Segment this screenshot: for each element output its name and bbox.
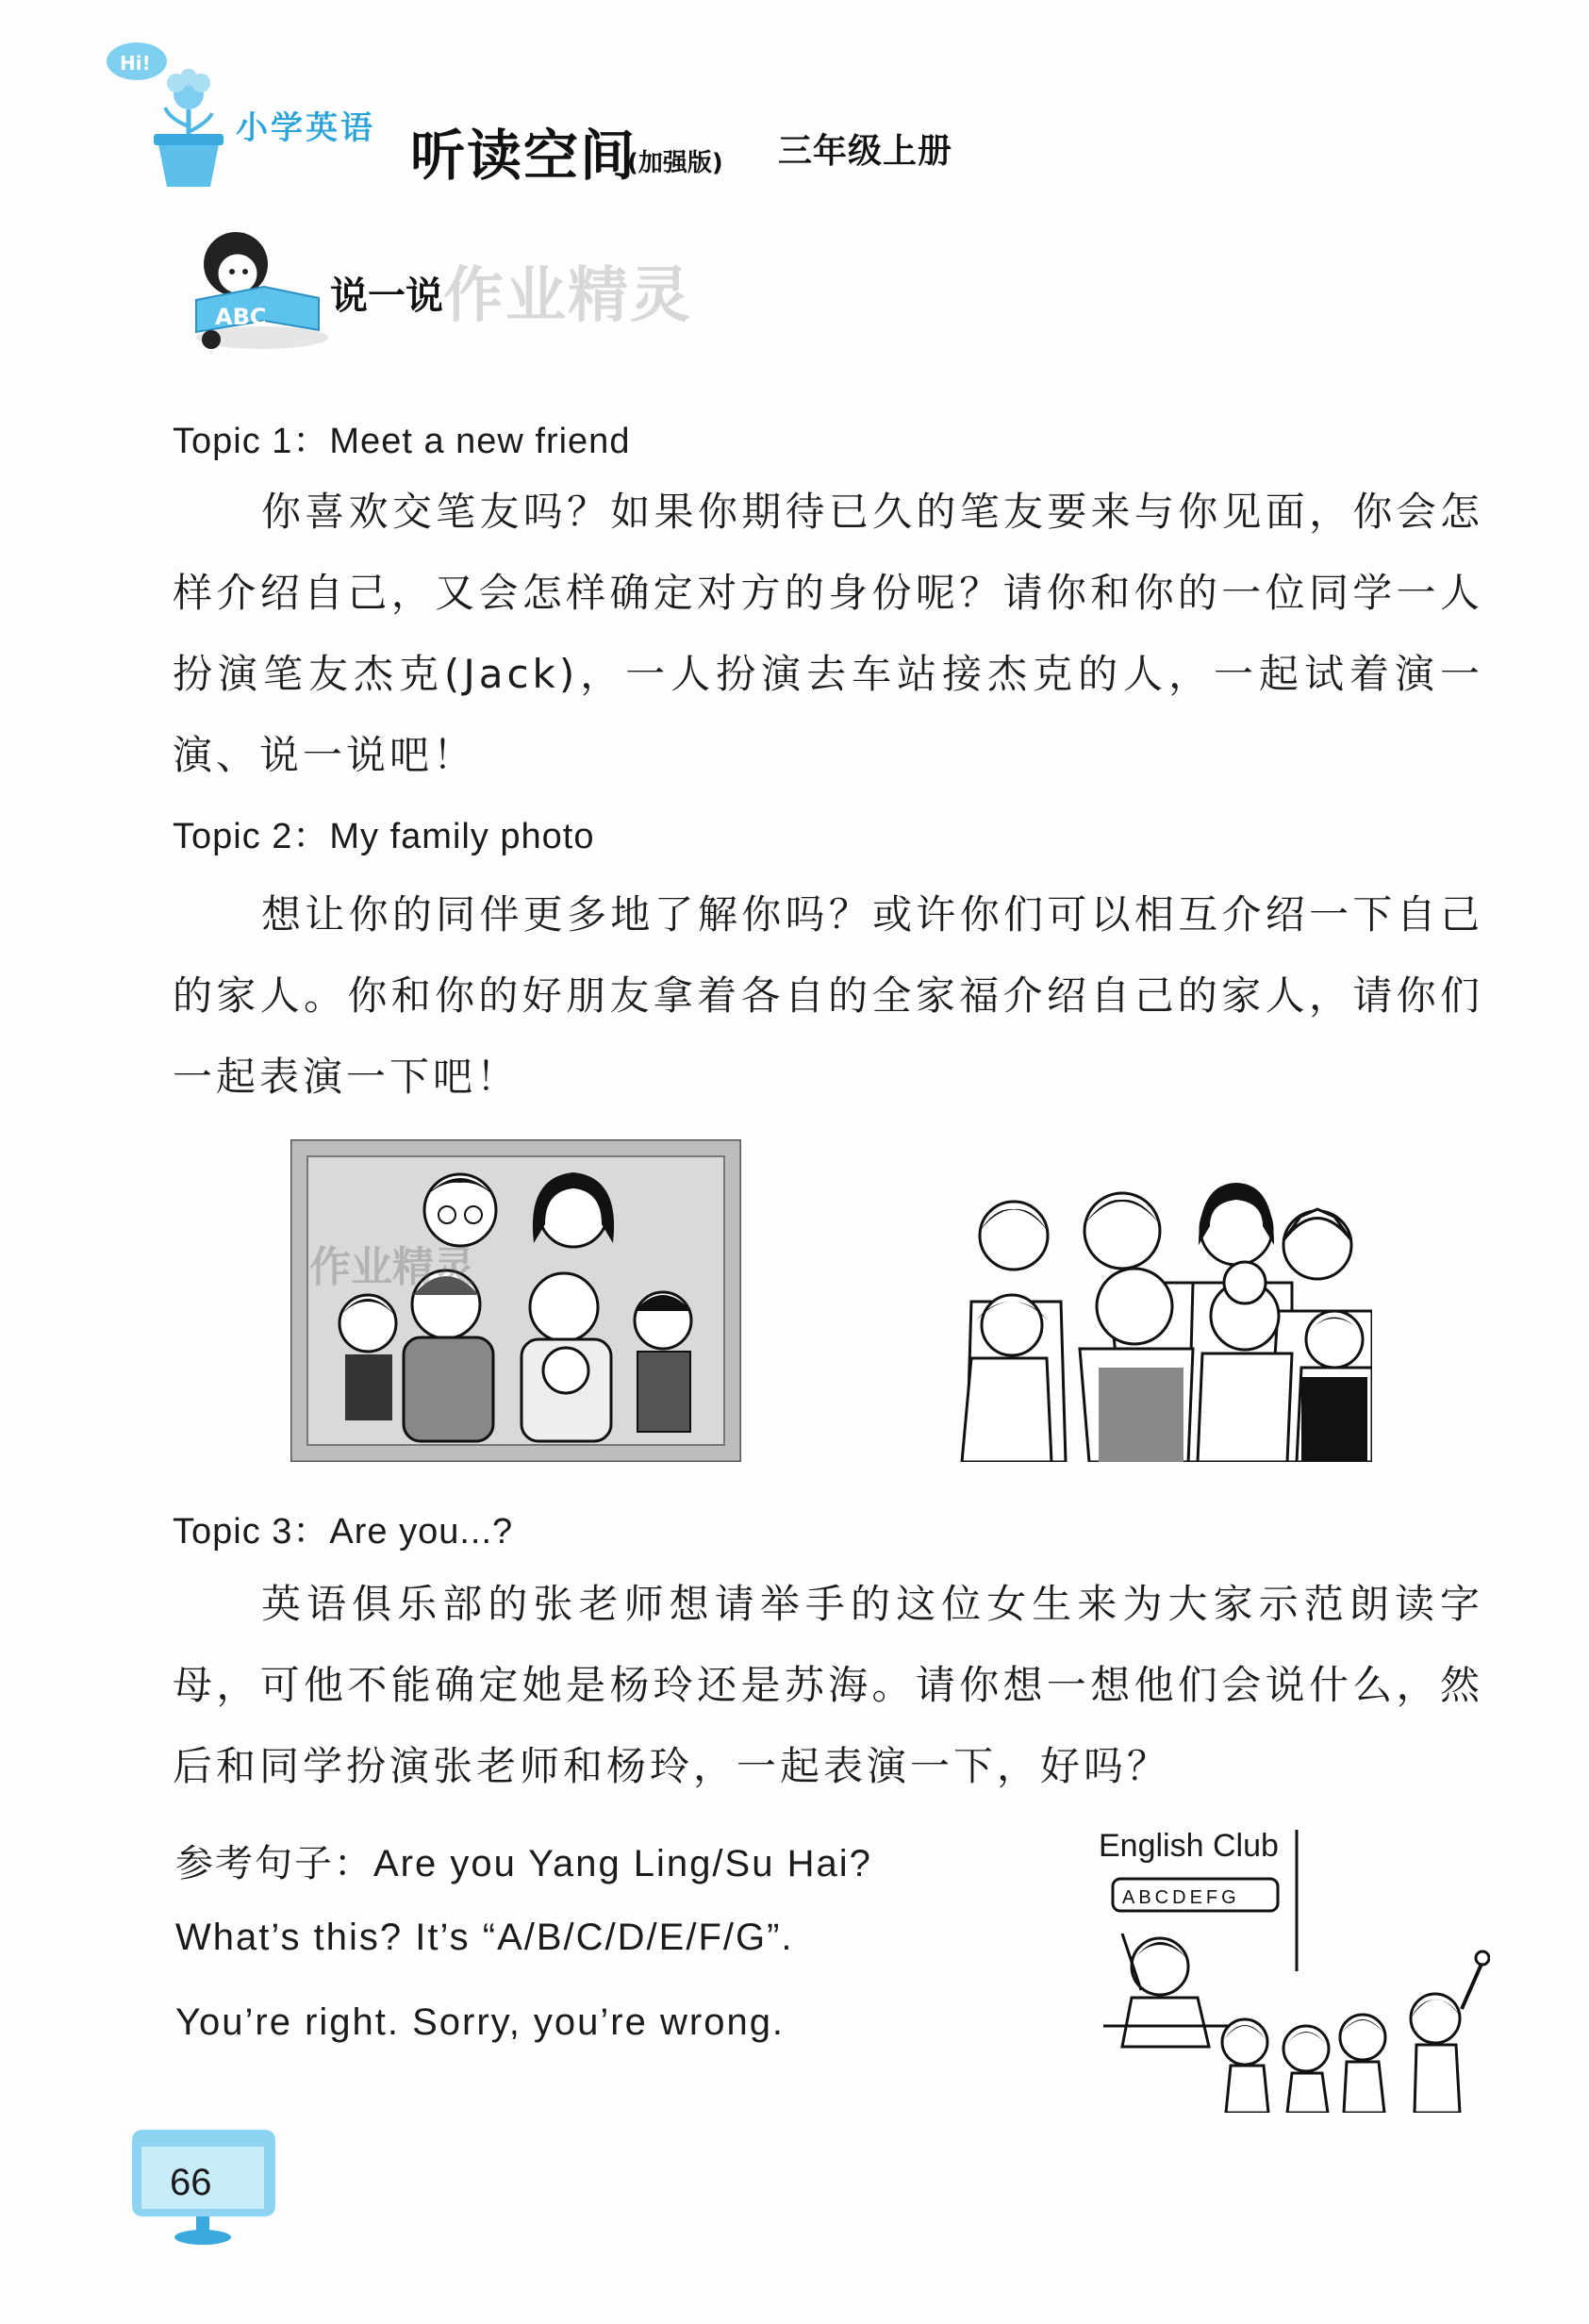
flower-pot-logo (99, 28, 240, 189)
family-photo-left (290, 1139, 741, 1462)
watermark: 作业精灵 (443, 261, 692, 331)
series-title: 小学英语 (236, 109, 375, 147)
topic-2-text: 想让你的同伴更多地了解你吗？或许你们可以相互介绍一下自己的家人。你和你的好朋友拿着各自的全家福介绍自己的家人，请你们一起表演一下吧！ (173, 891, 1483, 1100)
reference-line-1: 参考句子：Are you Yang Ling/Su Hai? (175, 1843, 872, 1884)
book-edition: (加强版) (627, 149, 723, 177)
page-number: 66 (170, 2162, 212, 2203)
photo-watermark: 作业精灵 (309, 1243, 475, 1291)
logo-hi-text: Hi! (120, 52, 151, 75)
topic-1-text: 你喜欢交笔友吗？如果你期待已久的笔友要来与你见面，你会怎样介绍自己，又会怎样确定对方的身份呢？请你和你的一位同学一人扮演笔友杰克(Jack)，一人扮演去车站接杰克的人，一起试着演一演、说一说吧！ (173, 489, 1483, 778)
board-letters: ABCDEFG (1122, 1887, 1240, 1908)
english-club-label: English Club (1099, 1828, 1279, 1864)
reference-line-2: What’s this? It’s “A/B/C/D/E/F/G”. (175, 1917, 794, 1958)
topic-2-heading: Topic 2：My family photo (173, 817, 595, 856)
family-photo-right (957, 1141, 1372, 1462)
grade-label: 三年级上册 (778, 132, 953, 171)
topic-3-text: 英语俱乐部的张老师想请举手的这位女生来为大家示范朗读字母，可他不能确定她是杨玲还是苏海。请你想一想他们会说什么，然后和同学扮演张老师和杨玲，一起表演一下，好吗？ (173, 1581, 1483, 1789)
english-club-illustration (1103, 1830, 1490, 2113)
section-title: 说一说 (330, 274, 443, 318)
book-title: 听读空间 (410, 124, 637, 188)
reference-line-3: You’re right. Sorry, you’re wrong. (175, 2001, 786, 2043)
topic-1-heading: Topic 1：Meet a new friend (173, 422, 631, 461)
reading-girl-icon (177, 226, 333, 354)
book-abc-text: ABC (215, 304, 267, 330)
topic-3-heading: Topic 3：Are you...? (173, 1512, 514, 1552)
